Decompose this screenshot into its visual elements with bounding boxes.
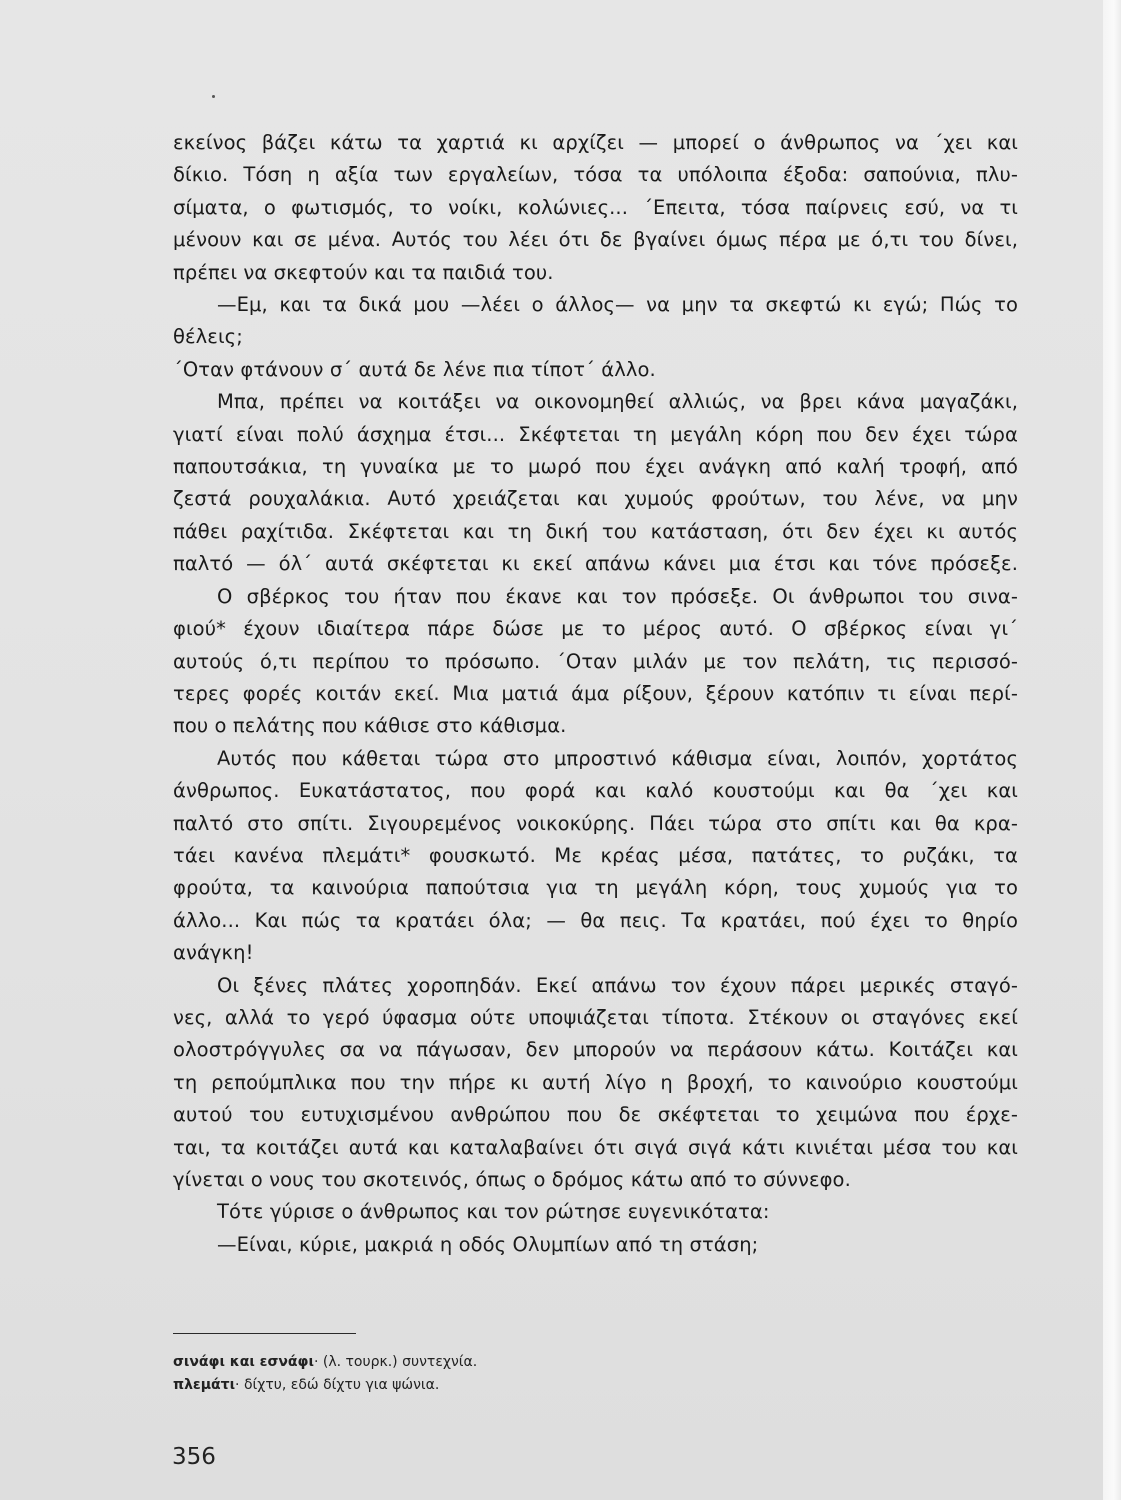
text-line: αυτούς ό,τι περίπου το πρόσωπο. ΄Οταν μιλάν με τον πελάτη, τις περισσό- <box>173 649 1018 673</box>
text-line: Οι ξένες πλάτες χοροπηδάν. Εκεί απάνω τον έχουν πάρει μερικές σταγό- <box>217 973 1018 997</box>
text-line: Ο σβέρκος του ήταν που έκανε και τον πρόσεξε. Οι άνθρωποι του σινα- <box>217 584 1018 608</box>
text-line: παλτό στο σπίτι. Σιγουρεμένος νοικοκύρης. Πάει τώρα στο σπίτι και θα κρα- <box>173 811 1018 835</box>
text-line: φρούτα, τα καινούρια παπούτσια για τη μεγάλη κόρη, τους χυμούς για το <box>173 876 1018 900</box>
body-text <box>173 127 1018 1261</box>
text-line: τη ρεπούμπλικα που την πήρε κι αυτή λίγο η βροχή, το καινούριο κουστούμι <box>173 1070 1018 1094</box>
text-line: πρέπει να σκεφτούν και τα παιδιά του. <box>173 260 554 284</box>
page-edge <box>1103 0 1121 1500</box>
footnote-divider <box>173 1333 356 1334</box>
text-line: Αυτός που κάθεται τώρα στο μπροστινό κάθισμα είναι, λοιπόν, χορτάτος <box>217 746 1018 770</box>
text-line: Μπα, πρέπει να κοιτάξει να οικονομηθεί αλλιώς, να βρει κάνα μαγαζάκι, <box>217 390 1018 414</box>
text-line: —Είναι, κύριε, μακριά η οδός Ολυμπίων από τη στάση; <box>217 1232 759 1256</box>
text-line: Τότε γύρισε ο άνθρωπος και τον ρώτησε ευγενικότατα: <box>217 1200 770 1224</box>
text-line: φιού* έχουν ιδιαίτερα πάρε δώσε με το μέρος αυτό. Ο σβέρκος είναι γι΄ <box>173 617 1018 641</box>
text-line: εκείνος βάζει κάτω τα χαρτιά κι αρχίζει — μπορεί ο άνθρωπος να ΄χει και <box>173 131 1018 154</box>
text-line: νες, αλλά το γερό ύφασμα ούτε υποψιάζεται τίποτα. Στέκουν οι σταγόνες εκεί <box>173 1005 1018 1029</box>
footnote-term: πλεμάτι <box>173 1377 236 1393</box>
text-line: θέλεις; <box>173 325 243 349</box>
text-line: τάει κανένα πλεμάτι* φουσκωτό. Με κρέας μέσα, πατάτες, το ρυζάκι, τα <box>173 843 1018 867</box>
text-line: ζεστά ρουχαλάκια. Αυτό χρειάζεται και χυμούς φρούτων, του λένε, να μην <box>173 487 1018 511</box>
text-line: γίνεται ο νους του σκοτεινός, όπως ο δρόμος κάτω από το σύννεφο. <box>173 1168 851 1191</box>
text-line: αυτού του ευτυχισμένου ανθρώπου που δε σκέφτεται το χειμώνα που έρχε- <box>173 1103 1018 1127</box>
text-line: άνθρωπος. Ευκατάστατος, που φορά και καλό κουστούμι και θα ΄χει και <box>173 779 1018 803</box>
text-line: παπουτσάκια, τη γυναίκα με το μωρό που έχει ανάγκη από καλή τροφή, από <box>173 455 1018 479</box>
text-line: μένουν και σε μένα. Αυτός του λέει ότι δε βγαίνει όμως πέρα με ό,τι του δίνει, <box>173 228 1018 252</box>
footnote-term: σινάφι και εσνάφι <box>173 1354 314 1370</box>
text-line: τερες φορές κοιτάν εκεί. Μια ματιά άμα ρίξουν, ξέρουν κατόπιν τι είναι περί- <box>173 681 1018 705</box>
ink-speck <box>212 95 215 98</box>
text-line: που ο πελάτης που κάθισε στο κάθισμα. <box>173 714 567 738</box>
text-line: γιατί είναι πολύ άσχημα έτσι... Σκέφτεται τη μεγάλη κόρη που δεν έχει τώρα <box>173 422 1018 446</box>
text-line: ΄Οταν φτάνουν σ΄ αυτά δε λένε πια τίποτ΄ άλλο. <box>173 357 656 381</box>
text-line: ται, τα κοιτάζει αυτά και καταλαβαίνει ότι σιγά σιγά κάτι κινιέται μέσα του και <box>173 1135 1018 1159</box>
text-line: σίματα, ο φωτισμός, το νοίκι, κολώνιες... ΄Επειτα, τόσα παίρνεις εσύ, να τι <box>173 195 1018 219</box>
text-line: ανάγκη! <box>173 941 254 965</box>
text-line: πάθει ραχίτιδα. Σκέφτεται και τη δική του κατάσταση, ότι δεν έχει κι αυτός <box>173 519 1018 543</box>
footnote <box>173 1351 773 1374</box>
text-line: άλλο... Και πώς τα κρατάει όλα; — θα πεις. Τα κρατάει, πού έχει το θηρίο <box>173 908 1018 932</box>
footnote <box>173 1374 773 1397</box>
footnotes <box>173 1351 773 1397</box>
text-line: παλτό — όλ΄ αυτά σκέφτεται κι εκεί απάνω κάνει μια έτσι και τόνε πρόσεξε. <box>173 552 1018 576</box>
footnote-definition: · δίχτυ, εδώ δίχτυ για ψώνια. <box>235 1377 440 1393</box>
page-number: 356 <box>172 1444 216 1470</box>
text-line: ολοστρόγγυλες σα να πάγωσαν, δεν μπορούν να περάσουν κάτω. Κοιτάζει και <box>173 1038 1018 1062</box>
text-line: —Εμ, και τα δικά μου —λέει ο άλλος— να μην τα σκεφτώ κι εγώ; Πώς το <box>217 293 1018 317</box>
footnote-definition: · (λ. τουρκ.) συντεχνία. <box>313 1354 478 1370</box>
text-line: δίκιο. Τόση η αξία των εργαλείων, τόσα τα υπόλοιπα έξοδα: σαπούνια, πλυ- <box>173 163 1018 187</box>
